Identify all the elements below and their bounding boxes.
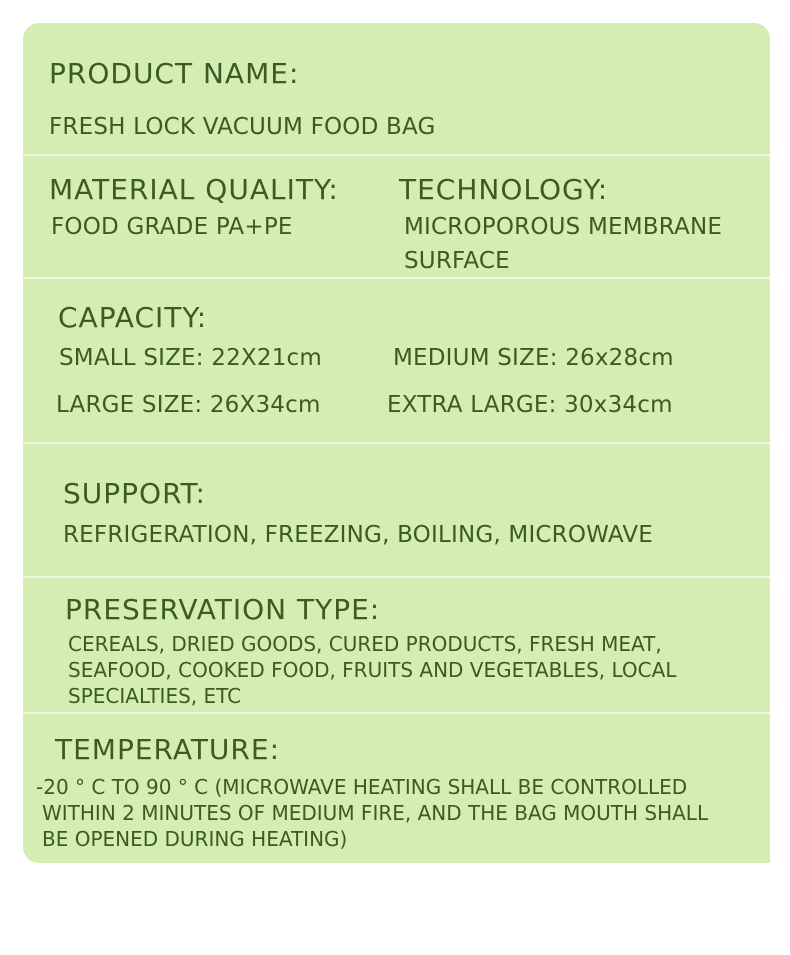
temperature-heading: TEMPERATURE: bbox=[55, 733, 281, 766]
capacity-small: SMALL SIZE: 22X21cm bbox=[59, 345, 322, 371]
capacity-medium: MEDIUM SIZE: 26x28cm bbox=[393, 345, 674, 371]
temperature-line2: WITHIN 2 MINUTES OF MEDIUM FIRE, AND THE BAG MOUTH SHALL bbox=[42, 801, 709, 825]
temperature-line3: BE OPENED DURING HEATING) bbox=[42, 827, 348, 851]
material-value: FOOD GRADE PA+PE bbox=[51, 214, 293, 240]
divider-4 bbox=[23, 576, 770, 578]
technology-heading: TECHNOLOGY: bbox=[399, 173, 609, 206]
capacity-extra-large: EXTRA LARGE: 30x34cm bbox=[387, 392, 673, 418]
support-value: REFRIGERATION, FREEZING, BOILING, MICROWAVE bbox=[63, 522, 653, 548]
technology-value-line2: SURFACE bbox=[404, 248, 510, 274]
product-name-value: FRESH LOCK VACUUM FOOD BAG bbox=[49, 114, 436, 140]
preservation-heading: PRESERVATION TYPE: bbox=[65, 593, 381, 626]
divider-2 bbox=[23, 277, 770, 279]
divider-1 bbox=[23, 154, 770, 156]
temperature-line1: -20 ° C TO 90 ° C (MICROWAVE HEATING SHALL BE CONTROLLED bbox=[36, 775, 688, 799]
technology-value-line1: MICROPOROUS MEMBRANE bbox=[404, 214, 723, 240]
preservation-line2: SEAFOOD, COOKED FOOD, FRUITS AND VEGETABLES, LOCAL bbox=[68, 658, 677, 682]
preservation-line3: SPECIALTIES, ETC bbox=[68, 684, 242, 708]
spec-card bbox=[23, 23, 770, 863]
divider-3 bbox=[23, 442, 770, 444]
support-heading: SUPPORT: bbox=[63, 477, 206, 510]
preservation-line1: CEREALS, DRIED GOODS, CURED PRODUCTS, FRESH MEAT, bbox=[68, 632, 662, 656]
material-heading: MATERIAL QUALITY: bbox=[49, 173, 339, 206]
capacity-heading: CAPACITY: bbox=[58, 301, 208, 334]
product-name-heading: PRODUCT NAME: bbox=[49, 57, 300, 90]
divider-5 bbox=[23, 712, 770, 714]
capacity-large: LARGE SIZE: 26X34cm bbox=[56, 392, 321, 418]
